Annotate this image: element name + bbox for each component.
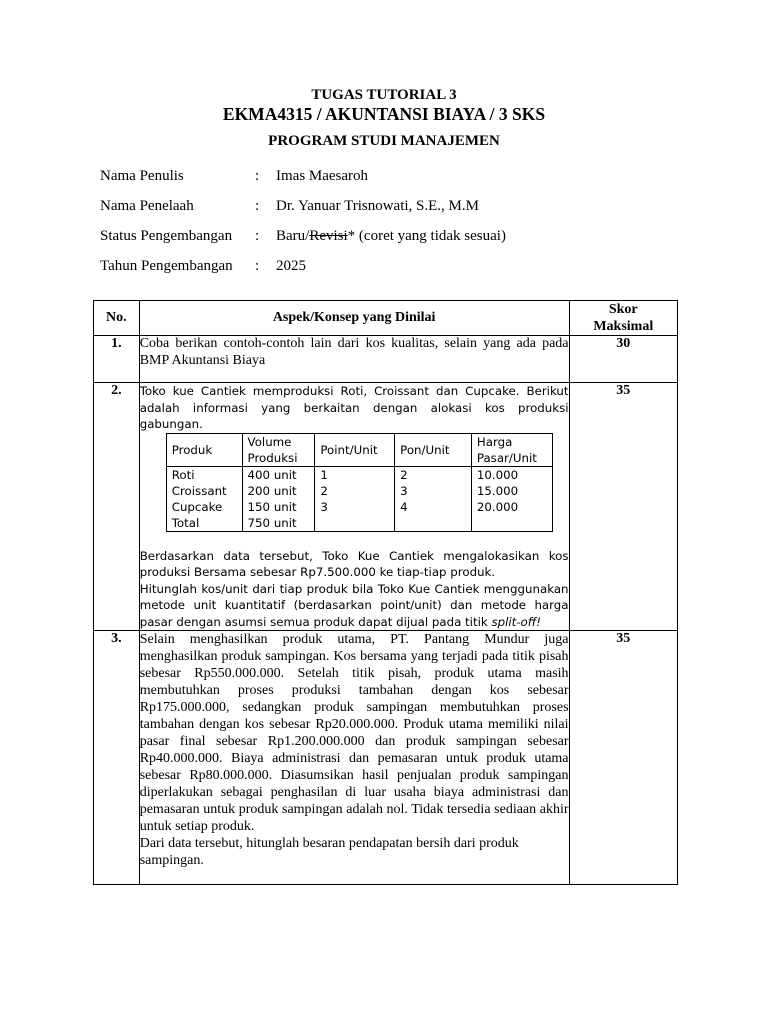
- row-paragraph-question: [140, 581, 569, 631]
- status-baru: Baru/: [276, 228, 310, 244]
- row-case-question: Dari data tersebut, hitunglah besaran pendapatan bersih dari produk sampingan.: [139, 836, 519, 868]
- row-score: 35: [569, 383, 677, 631]
- volume-item: 150 unit: [247, 499, 297, 514]
- meta-penelaah-value: Dr. Yanuar Trisnowati, S.E., M.M: [276, 198, 479, 214]
- inner-data-row: [166, 466, 552, 531]
- meta-penulis-value: Imas Maesaroh: [276, 168, 369, 184]
- header-no: No.: [94, 301, 140, 336]
- row-aspect-content: [139, 383, 569, 631]
- row-aspect-content: [139, 631, 569, 885]
- harga-item: 15.000: [476, 483, 519, 498]
- produk-cell: [166, 466, 242, 531]
- production-data-table: [166, 433, 553, 532]
- inner-header-produk: Produk: [166, 433, 242, 466]
- table-row: [94, 631, 678, 885]
- meta-colon: :: [255, 168, 260, 184]
- row-intro-text: Toko kue Cantiek memproduksi Roti, Croissant dan Cupcake. Berikut adalah informasi yang berkaitan dengan alokasi kos produksi gabungan.: [139, 384, 569, 431]
- volume-cell: [242, 466, 315, 531]
- point-item: 2: [320, 483, 328, 498]
- doc-title-course: EKMA4315 / AKUNTANSI BIAYA / 3 SKS: [222, 104, 546, 124]
- inner-header-harga: Harga Pasar/Unit: [471, 433, 552, 466]
- inner-header-row: [166, 433, 552, 466]
- table-row: [94, 336, 678, 383]
- row-number: 2.: [94, 383, 140, 631]
- meta-status-value: [276, 228, 506, 245]
- harga-item: 10.000: [476, 467, 519, 482]
- pon-cell: [395, 466, 472, 531]
- row-aspect-text: Coba berikan contoh-contoh lain dari kos kualitas, selain yang ada pada BMP Akuntansi Biaya: [139, 336, 569, 383]
- row-number: 1.: [94, 336, 140, 383]
- header-skor-line2: Maksimal: [593, 319, 654, 334]
- point-item: 3: [320, 499, 328, 514]
- harga-item: 20.000: [476, 499, 519, 514]
- harga-cell: [471, 466, 552, 531]
- assessment-table: [93, 300, 678, 885]
- inner-header-point: Point/Unit: [315, 433, 395, 466]
- meta-tahun-value: 2025: [276, 258, 306, 274]
- volume-item: 750 unit: [247, 515, 297, 530]
- header-skor: [569, 301, 677, 336]
- meta-colon: :: [255, 198, 260, 214]
- meta-penelaah-label: Nama Penelaah: [100, 198, 194, 214]
- table-header-row: [94, 301, 678, 336]
- row-number: 3.: [94, 631, 140, 885]
- produk-item: Cupcake: [171, 499, 223, 514]
- inner-header-pon: Pon/Unit: [395, 433, 472, 466]
- doc-title-tutorial: TUGAS TUTORIAL 3: [311, 87, 457, 103]
- table-row: [94, 383, 678, 631]
- row-paragraph-allocation: Berdasarkan data tersebut, Toko Kue Cantiek mengalokasikan kos produksi Bersama sebesar Rp7.500.000 ke tiap-tiap produk.: [139, 548, 569, 579]
- row-score: 35: [569, 631, 677, 885]
- question-text: Hitunglah kos/unit dari tiap produk bila Toko Kue Cantiek menggunakan metode unit kuantitatif (berdasarkan point/unit) dan metode harga pasar dengan asumsi semua produk dapat dijual pada titik: [139, 581, 569, 629]
- volume-item: 400 unit: [247, 467, 297, 482]
- status-revisi-struck: Revisi: [309, 228, 348, 244]
- produk-item: Croissant: [171, 483, 227, 498]
- doc-title-program: PROGRAM STUDI MANAJEMEN: [268, 133, 500, 149]
- pon-item: 4: [400, 499, 408, 514]
- pon-item: 2: [400, 467, 408, 482]
- question-italic: split-off!: [491, 614, 541, 629]
- meta-status-label: Status Pengembangan: [100, 228, 233, 244]
- status-note: * (coret yang tidak sesuai): [347, 228, 506, 244]
- produk-item: Roti: [171, 467, 195, 482]
- header-aspek: Aspek/Konsep yang Dinilai: [139, 301, 569, 336]
- meta-colon: :: [255, 258, 260, 274]
- point-cell: [315, 466, 395, 531]
- meta-penulis-label: Nama Penulis: [100, 168, 184, 184]
- row-score: 30: [569, 336, 677, 383]
- header-skor-line1: Skor: [608, 302, 638, 317]
- produk-item: Total: [171, 515, 200, 530]
- row-case-text: Selain menghasilkan produk utama, PT. Pantang Mundur juga menghasilkan produk sampingan. Kos bersama yang terjadi pada titik pisah sebesar Rp550.000.000. Setelah titik pisah, produk utama masih membutuhkan proses produksi tambahan dengan kos sebesar Rp175.000.000, sedangkan produk sampingan membutuhkan proses tambahan dengan kos sebesar Rp20.000.000. Produk utama memiliki nilai pasar final sebesar Rp1.200.000.000 dan produk sampingan sebesar Rp40.000.000. Biaya administrasi dan pemasaran untuk produk utama sebesar Rp80.000.000. Diasumsikan hasil penjualan produk sampingan diperlakukan sebagai penghasilan di luar usaha biaya administrasi dan pemasaran untuk produk sampingan adalah nol. Tidak tersedia sediaan akhir untuk setiap produk.: [139, 632, 569, 834]
- meta-tahun-label: Tahun Pengembangan: [100, 258, 233, 274]
- point-item: 1: [320, 467, 328, 482]
- inner-header-volume: Volume Produksi: [242, 433, 315, 466]
- pon-item: 3: [400, 483, 408, 498]
- volume-item: 200 unit: [247, 483, 297, 498]
- meta-colon: :: [255, 228, 260, 244]
